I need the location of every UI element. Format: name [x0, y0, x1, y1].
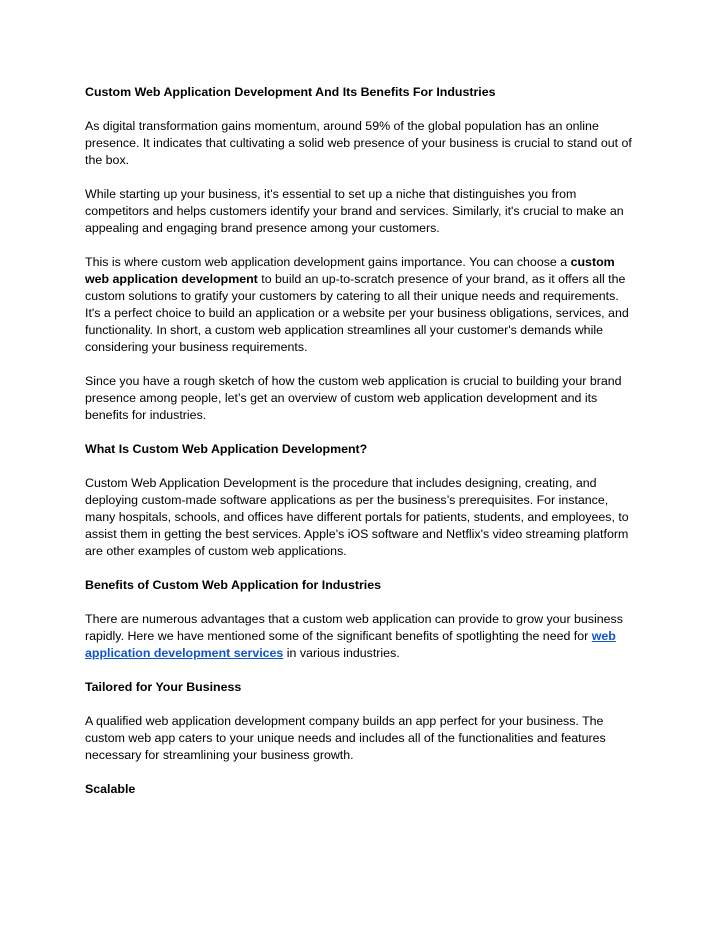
paragraph-importance-text-end: to build an up-to-scratch presence of your brand, as it offers all the custom solutions to gratify your customers by catering to all their unique needs and requirements. It's a perfect choice to build an application or a website per your business obligations, services, and functionality. In short, a custom web application streamlines all your customer's demands while considering your business requirements.: [85, 272, 629, 354]
heading-what-is: What Is Custom Web Application Development?: [85, 442, 368, 456]
paragraph-definition: Custom Web Application Development is the procedure that includes designing, creating, and deploying custom-made software applications as per the business’s prerequisites. For instance, many hospitals, schools, and offices have different portals for patients, students, and employees, to assist them in getting the best services. Apple's iOS software and Netflix's video streaming platform are other examples of custom web applications.: [85, 476, 629, 558]
heading-tailored: Tailored for Your Business: [85, 680, 242, 694]
paragraph-importance-text-start: This is where custom web application development gains importance. You can choose a: [85, 255, 571, 269]
heading-scalable: Scalable: [85, 782, 136, 796]
paragraph-benefits-text-end: in various industries.: [283, 646, 400, 660]
paragraph-overview: Since you have a rough sketch of how the custom web application is crucial to building your brand presence among people, let’s get an overview of custom web application development and its benefits for industries.: [85, 374, 622, 422]
paragraph-niche: While starting up your business, it's essential to set up a niche that distinguishes you from competitors and helps customers identify your brand and services. Similarly, it's crucial to make an appealing and engaging brand presence among your customers.: [85, 187, 624, 235]
paragraph-benefits: [85, 611, 634, 662]
web-app-dev-services-link[interactable]: web application development services: [85, 629, 616, 660]
heading-benefits: Benefits of Custom Web Application for Industries: [85, 578, 382, 592]
document-title: Custom Web Application Development And Its Benefits For Industries: [85, 85, 496, 99]
paragraph-benefits-text-start: There are numerous advantages that a custom web application can provide to grow your business rapidly. Here we have mentioned some of the significant benefits of spotlighting the need for: [85, 612, 623, 643]
paragraph-intro: As digital transformation gains momentum, around 59% of the global population has an online presence. It indicates that cultivating a solid web presence of your business is crucial to stand out of the box.: [85, 119, 632, 167]
paragraph-importance: [85, 254, 634, 356]
bold-phrase-custom-web-app-dev: custom web application development: [85, 255, 615, 286]
paragraph-tailored: A qualified web application development company builds an app perfect for your business. The custom web app caters to your unique needs and includes all of the functionalities and features necessary for streamlining your business growth.: [85, 714, 606, 762]
